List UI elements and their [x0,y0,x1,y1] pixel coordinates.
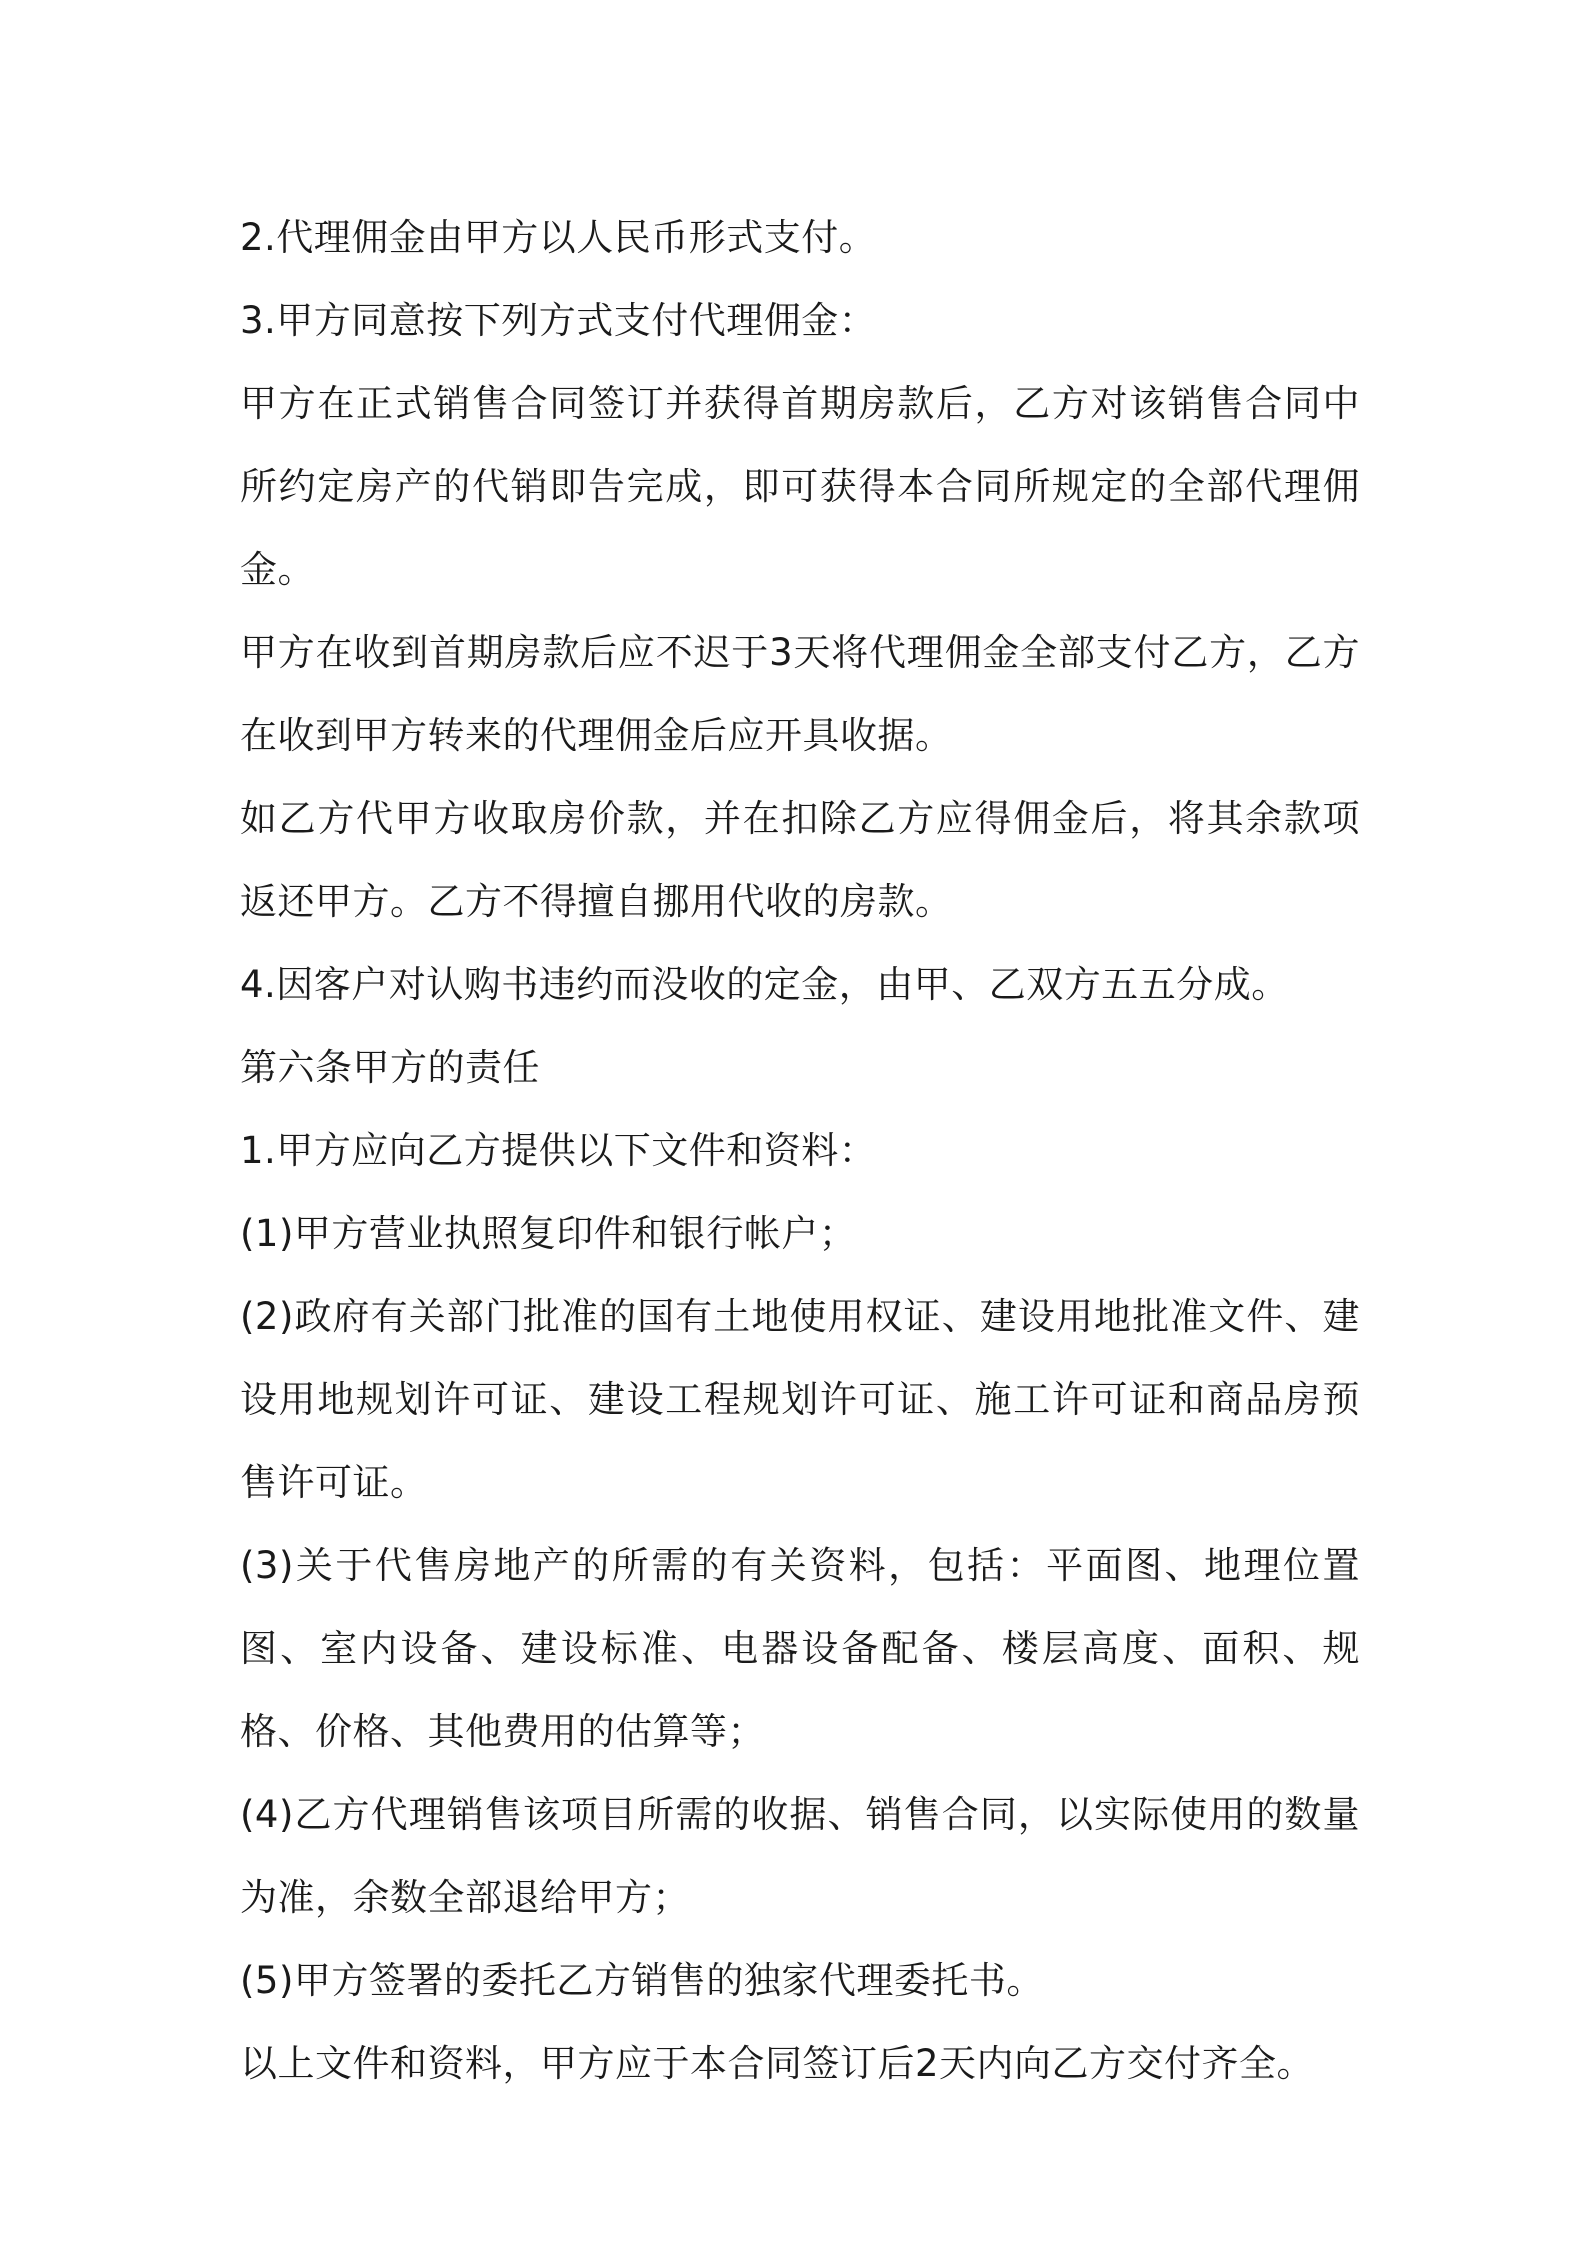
paragraph-delivery-deadline: 以上文件和资料，甲方应于本合同签订后2天内向乙方交付齐全。 [240,2042,1315,2085]
paragraph-payment-deadline: 甲方在收到首期房款后应不迟于3天将代理佣金全部支付乙方，乙方在收到甲方转来的代理佣金后应开具收据。 [240,631,1360,757]
list-item-business-license: (1)甲方营业执照复印件和银行帐户； [240,1212,857,1255]
section-heading-article-6: 第六条甲方的责任 [240,1046,540,1089]
paragraph-deposit-split: 4.因客户对认购书违约而没收的定金，由甲、乙双方五五分成。 [240,963,1289,1006]
document-body [240,196,1360,2105]
paragraph-sale-completion: 甲方在正式销售合同签订并获得首期房款后，乙方对该销售合同中所约定房产的代销即告完成，即可获得本合同所规定的全部代理佣金。 [240,382,1360,591]
list-item-receipts-contracts: (4)乙方代理销售该项目所需的收据、销售合同，以实际使用的数量为准，余数全部退给甲方； [240,1793,1360,1919]
list-item-exclusive-agency: (5)甲方签署的委托乙方销售的独家代理委托书。 [240,1959,1044,2002]
paragraph-commission-currency: 2.代理佣金由甲方以人民币形式支付。 [240,216,877,259]
paragraph-commission-method: 3.甲方同意按下列方式支付代理佣金： [240,299,877,342]
list-item-property-materials: (3)关于代售房地产的所需的有关资料，包括：平面图、地理位置图、室内设备、建设标准、电器设备配备、楼层高度、面积、规格、价格、其他费用的估算等； [240,1544,1360,1753]
paragraph-collection-rule: 如乙方代甲方收取房价款，并在扣除乙方应得佣金后，将其余款项返还甲方。乙方不得擅自挪用代收的房款。 [240,797,1360,923]
list-item-government-permits: (2)政府有关部门批准的国有土地使用权证、建设用地批准文件、建设用地规划许可证、建设工程规划许可证、施工许可证和商品房预售许可证。 [240,1295,1360,1504]
paragraph-documents-intro: 1.甲方应向乙方提供以下文件和资料： [240,1129,877,1172]
